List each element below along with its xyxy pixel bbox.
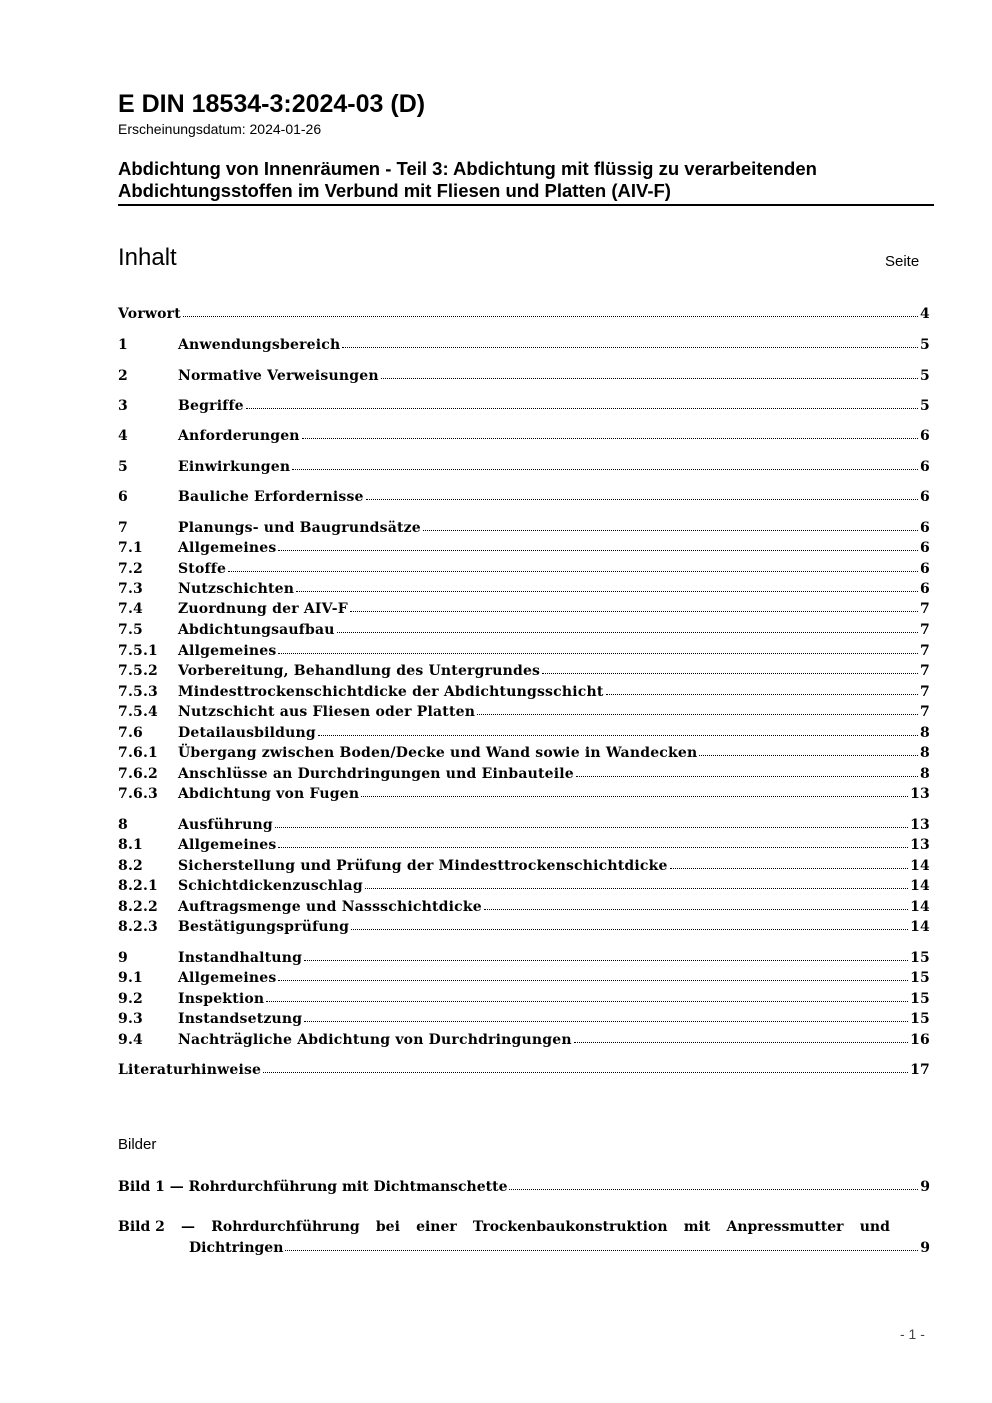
toc-entry-title: Allgemeines: [178, 643, 277, 659]
toc-entry-title: Schichtdickenzuschlag: [178, 878, 363, 894]
toc-entry-number: 7.5: [118, 622, 143, 638]
toc-entry-number: 7.1: [118, 540, 143, 556]
toc-entry-number: 7.3: [118, 581, 143, 597]
toc-entry-number: 1: [118, 337, 128, 353]
figure-entry-word: Anpressmutter: [726, 1219, 844, 1235]
leader-dots: [670, 868, 908, 869]
toc-entry[interactable]: [118, 895, 930, 915]
toc-entry-title: Begriffe: [178, 398, 244, 414]
leader-dots: [509, 1189, 918, 1190]
toc-entry-title: Auftragsmenge und Nassschichtdicke: [178, 899, 482, 915]
toc-entry-page: 8: [920, 725, 930, 741]
toc-page-column-label: Seite: [885, 253, 920, 270]
toc-entry-title: Nachträgliche Abdichtung von Durchdringungen: [178, 1032, 572, 1048]
toc-entry-number: 8.2.2: [118, 899, 158, 915]
toc-entry-title: Bestätigungsprüfung: [178, 919, 350, 935]
leader-dots: [574, 1042, 908, 1043]
toc-entry-page: 6: [920, 428, 930, 444]
toc-entry-page: 13: [910, 786, 930, 802]
leader-dots: [366, 499, 918, 500]
toc-entry-page: 17: [910, 1062, 930, 1078]
toc-entry-page: 8: [920, 766, 930, 782]
toc-entry[interactable]: [118, 1058, 930, 1078]
figure-entry-page: 9: [920, 1179, 930, 1195]
toc-entry[interactable]: [118, 987, 930, 1007]
document-title: Abdichtung von Innenräumen - Teil 3: Abdichtung mit flüssig zu verarbeitenden Abdichtungsstoffen im Verbund mit Fliesen und Platten (AIV-F): [118, 158, 817, 201]
toc-entry[interactable]: [118, 557, 930, 577]
toc-entry-page: 15: [910, 1011, 930, 1027]
toc-entry-page: 15: [910, 950, 930, 966]
toc-entry-title: Abdichtungsaufbau: [178, 622, 335, 638]
toc-entry-title: Detailausbildung: [178, 725, 316, 741]
toc-entry-number: 7.2: [118, 561, 143, 577]
toc-entry-page: 6: [920, 489, 930, 505]
toc-entry[interactable]: [118, 577, 930, 597]
toc-entry-page: 4: [920, 306, 930, 322]
toc-entry[interactable]: [118, 333, 930, 353]
toc-entry-title: Bauliche Erfordernisse: [178, 489, 364, 505]
leader-dots: [304, 960, 908, 961]
leader-dots: [292, 469, 918, 470]
toc-entry-title: Normative Verweisungen: [178, 368, 379, 384]
toc-entry-title: Allgemeines: [178, 837, 277, 853]
toc-entry[interactable]: [118, 516, 930, 536]
toc-entry-number: 7: [118, 520, 128, 536]
figure-entry-word: Bild 2: [118, 1219, 165, 1235]
toc-entry-page: 13: [910, 817, 930, 833]
toc-entry-number: 7.6: [118, 725, 143, 741]
toc-entry-number: 9: [118, 950, 128, 966]
toc-entry-title: Abdichtung von Fugen: [178, 786, 360, 802]
toc-entry-title: Instandhaltung: [178, 950, 303, 966]
toc-entry-number: 8.1: [118, 837, 143, 853]
toc-entry[interactable]: [118, 721, 930, 741]
toc-entry[interactable]: [118, 536, 930, 556]
toc-entry[interactable]: [118, 874, 930, 894]
toc-entry-title: Planungs- und Baugrundsätze: [178, 520, 421, 536]
toc-entry-number: 6: [118, 489, 128, 505]
leader-dots: [266, 1001, 908, 1002]
toc-entry[interactable]: [118, 915, 930, 935]
toc-entry[interactable]: [118, 618, 930, 638]
toc-entry-page: 14: [910, 899, 930, 915]
toc-entry-number: 8.2.3: [118, 919, 158, 935]
figures-heading: Bilder: [118, 1136, 157, 1153]
toc-entry-page: 14: [910, 858, 930, 874]
leader-dots: [699, 755, 918, 756]
toc-entry-number: 3: [118, 398, 128, 414]
toc-entry-number: 9.4: [118, 1032, 143, 1048]
toc-entry-page: 7: [920, 704, 930, 720]
toc-entry[interactable]: [118, 1028, 930, 1048]
leader-dots: [278, 550, 918, 551]
toc-entry-page: 7: [920, 601, 930, 617]
leader-dots: [285, 1250, 918, 1251]
leader-dots: [275, 827, 908, 828]
leader-dots: [304, 1021, 908, 1022]
toc-entry-page: 6: [920, 520, 930, 536]
toc-entry-number: 7.6.1: [118, 745, 158, 761]
toc-entry-title: Instandsetzung: [178, 1011, 303, 1027]
toc-entry-page: 7: [920, 663, 930, 679]
toc-entry-title: Inspektion: [178, 991, 265, 1007]
toc-entry-page: 6: [920, 459, 930, 475]
toc-entry-number: 7.5.3: [118, 684, 158, 700]
toc-entry-number: 7.4: [118, 601, 143, 617]
toc-entry[interactable]: [118, 700, 930, 720]
toc-entry-title: Allgemeines: [178, 540, 277, 556]
toc-entry-title: Einwirkungen: [178, 459, 291, 475]
figure-entry-page: 9: [920, 1240, 930, 1256]
leader-dots: [542, 673, 918, 674]
title-divider: [118, 204, 934, 206]
toc-entry-page: 7: [920, 643, 930, 659]
leader-dots: [365, 888, 908, 889]
toc-entry[interactable]: [118, 394, 930, 414]
toc-entry[interactable]: [118, 485, 930, 505]
toc-entry-title: Anschlüsse an Durchdringungen und Einbauteile: [178, 766, 574, 782]
toc-entry-title: Nutzschicht aus Fliesen oder Platten: [178, 704, 476, 720]
leader-dots: [342, 347, 918, 348]
toc-entry-title: Vorwort: [118, 306, 181, 322]
toc-entry-number: 9.3: [118, 1011, 143, 1027]
toc-entry[interactable]: [118, 762, 930, 782]
toc-entry[interactable]: [118, 741, 930, 761]
publication-date: Erscheinungsdatum: 2024-01-26: [118, 121, 322, 137]
figure-entry-word: Rohrdurchführung: [211, 1219, 360, 1235]
leader-dots: [228, 571, 918, 572]
toc-entry-title: Ausführung: [178, 817, 273, 833]
toc-entry[interactable]: [118, 455, 930, 475]
toc-entry-page: 14: [910, 919, 930, 935]
document-code: E DIN 18534-3:2024-03 (D): [118, 90, 426, 118]
figure-entry-title: Bild 1 — Rohrdurchführung mit Dichtmanschette: [118, 1179, 508, 1195]
toc-entry[interactable]: [118, 659, 930, 679]
toc-entry-number: 7.6.3: [118, 786, 158, 802]
leader-dots: [278, 980, 908, 981]
toc-entry[interactable]: [118, 424, 930, 444]
figure-entry-title: [118, 1215, 890, 1235]
leader-dots: [302, 438, 918, 439]
figure-entry-word: —: [181, 1219, 196, 1235]
leader-dots: [246, 408, 918, 409]
toc-entry-page: 6: [920, 561, 930, 577]
toc-heading: Inhalt: [118, 244, 177, 271]
toc-entry-title: Anwendungsbereich: [178, 337, 341, 353]
figure-entry-word: und: [859, 1219, 890, 1235]
toc-entry-page: 7: [920, 622, 930, 638]
toc-entry-number: 7.5.4: [118, 704, 158, 720]
toc-entry-title: Anforderungen: [178, 428, 300, 444]
leader-dots: [361, 796, 908, 797]
leader-dots: [337, 632, 918, 633]
toc-entry-page: 14: [910, 878, 930, 894]
toc-entry[interactable]: [118, 966, 930, 986]
toc-entry-page: 13: [910, 837, 930, 853]
toc-entry-number: 8.2: [118, 858, 143, 874]
toc-entry-page: 15: [910, 991, 930, 1007]
toc-entry-page: 5: [920, 337, 930, 353]
toc-entry[interactable]: [118, 680, 930, 700]
toc-entry-page: 5: [920, 398, 930, 414]
leader-dots: [183, 316, 918, 317]
toc-entry-number: 8.2.1: [118, 878, 158, 894]
toc-entry-page: 7: [920, 684, 930, 700]
toc-entry[interactable]: [118, 639, 930, 659]
leader-dots: [263, 1072, 908, 1073]
toc-entry-title: Allgemeines: [178, 970, 277, 986]
toc-entry-page: 6: [920, 581, 930, 597]
toc-entry-title: Sicherstellung und Prüfung der Mindesttrockenschichtdicke: [178, 858, 668, 874]
toc-entry-title: Literaturhinweise: [118, 1062, 262, 1078]
toc-entry-title: Mindesttrockenschichtdicke der Abdichtungsschicht: [178, 684, 604, 700]
toc-entry-page: 5: [920, 368, 930, 384]
figure-entry-word: mit: [683, 1219, 711, 1235]
leader-dots: [423, 530, 918, 531]
figure-entry-word: bei: [375, 1219, 400, 1235]
figure-entry-1[interactable]: [118, 1175, 930, 1195]
leader-dots: [576, 776, 918, 777]
toc-entry-page: 15: [910, 970, 930, 986]
figure-entry-title-continued: Dichtringen: [189, 1240, 284, 1256]
leader-dots: [350, 611, 918, 612]
leader-dots: [606, 694, 919, 695]
leader-dots: [381, 378, 918, 379]
toc-entry[interactable]: [118, 854, 930, 874]
toc-entry-number: 4: [118, 428, 128, 444]
toc-entry[interactable]: [118, 946, 930, 966]
leader-dots: [477, 714, 918, 715]
page-number: - 1 -: [900, 1326, 925, 1342]
toc-entry[interactable]: [118, 813, 930, 833]
toc-entry-number: 8: [118, 817, 128, 833]
toc-entry-number: 9.1: [118, 970, 143, 986]
toc-entry-number: 9.2: [118, 991, 143, 1007]
toc-entry-title: Nutzschichten: [178, 581, 295, 597]
toc-entry[interactable]: [118, 782, 930, 802]
leader-dots: [484, 909, 908, 910]
figure-entry-word: Trockenbaukonstruktion: [472, 1219, 668, 1235]
toc-entry-page: 16: [910, 1032, 930, 1048]
toc-entry-number: 7.5.2: [118, 663, 158, 679]
toc-entry-title: Übergang zwischen Boden/Decke und Wand sowie in Wandecken: [178, 745, 698, 761]
toc-entry[interactable]: [118, 1007, 930, 1027]
leader-dots: [278, 653, 918, 654]
toc-entry-title: Vorbereitung, Behandlung des Untergrundes: [178, 663, 541, 679]
toc-entry-title: Stoffe: [178, 561, 227, 577]
leader-dots: [351, 929, 908, 930]
toc-entry[interactable]: [118, 597, 930, 617]
figure-entry-word: einer: [416, 1219, 457, 1235]
toc-entry[interactable]: [118, 364, 930, 384]
toc-entry[interactable]: [118, 833, 930, 853]
toc-entry-number: 2: [118, 368, 128, 384]
toc-entry-page: 6: [920, 540, 930, 556]
leader-dots: [296, 591, 918, 592]
toc-entry-number: 7.5.1: [118, 643, 158, 659]
toc-entry[interactable]: [118, 302, 930, 322]
leader-dots: [318, 735, 918, 736]
toc-entry-number: 7.6.2: [118, 766, 158, 782]
toc-entry-page: 8: [920, 745, 930, 761]
toc-entry-title: Zuordnung der AIV-F: [178, 601, 348, 617]
toc-entry-number: 5: [118, 459, 128, 475]
leader-dots: [278, 847, 908, 848]
figure-entry-2[interactable]: [118, 1215, 930, 1256]
